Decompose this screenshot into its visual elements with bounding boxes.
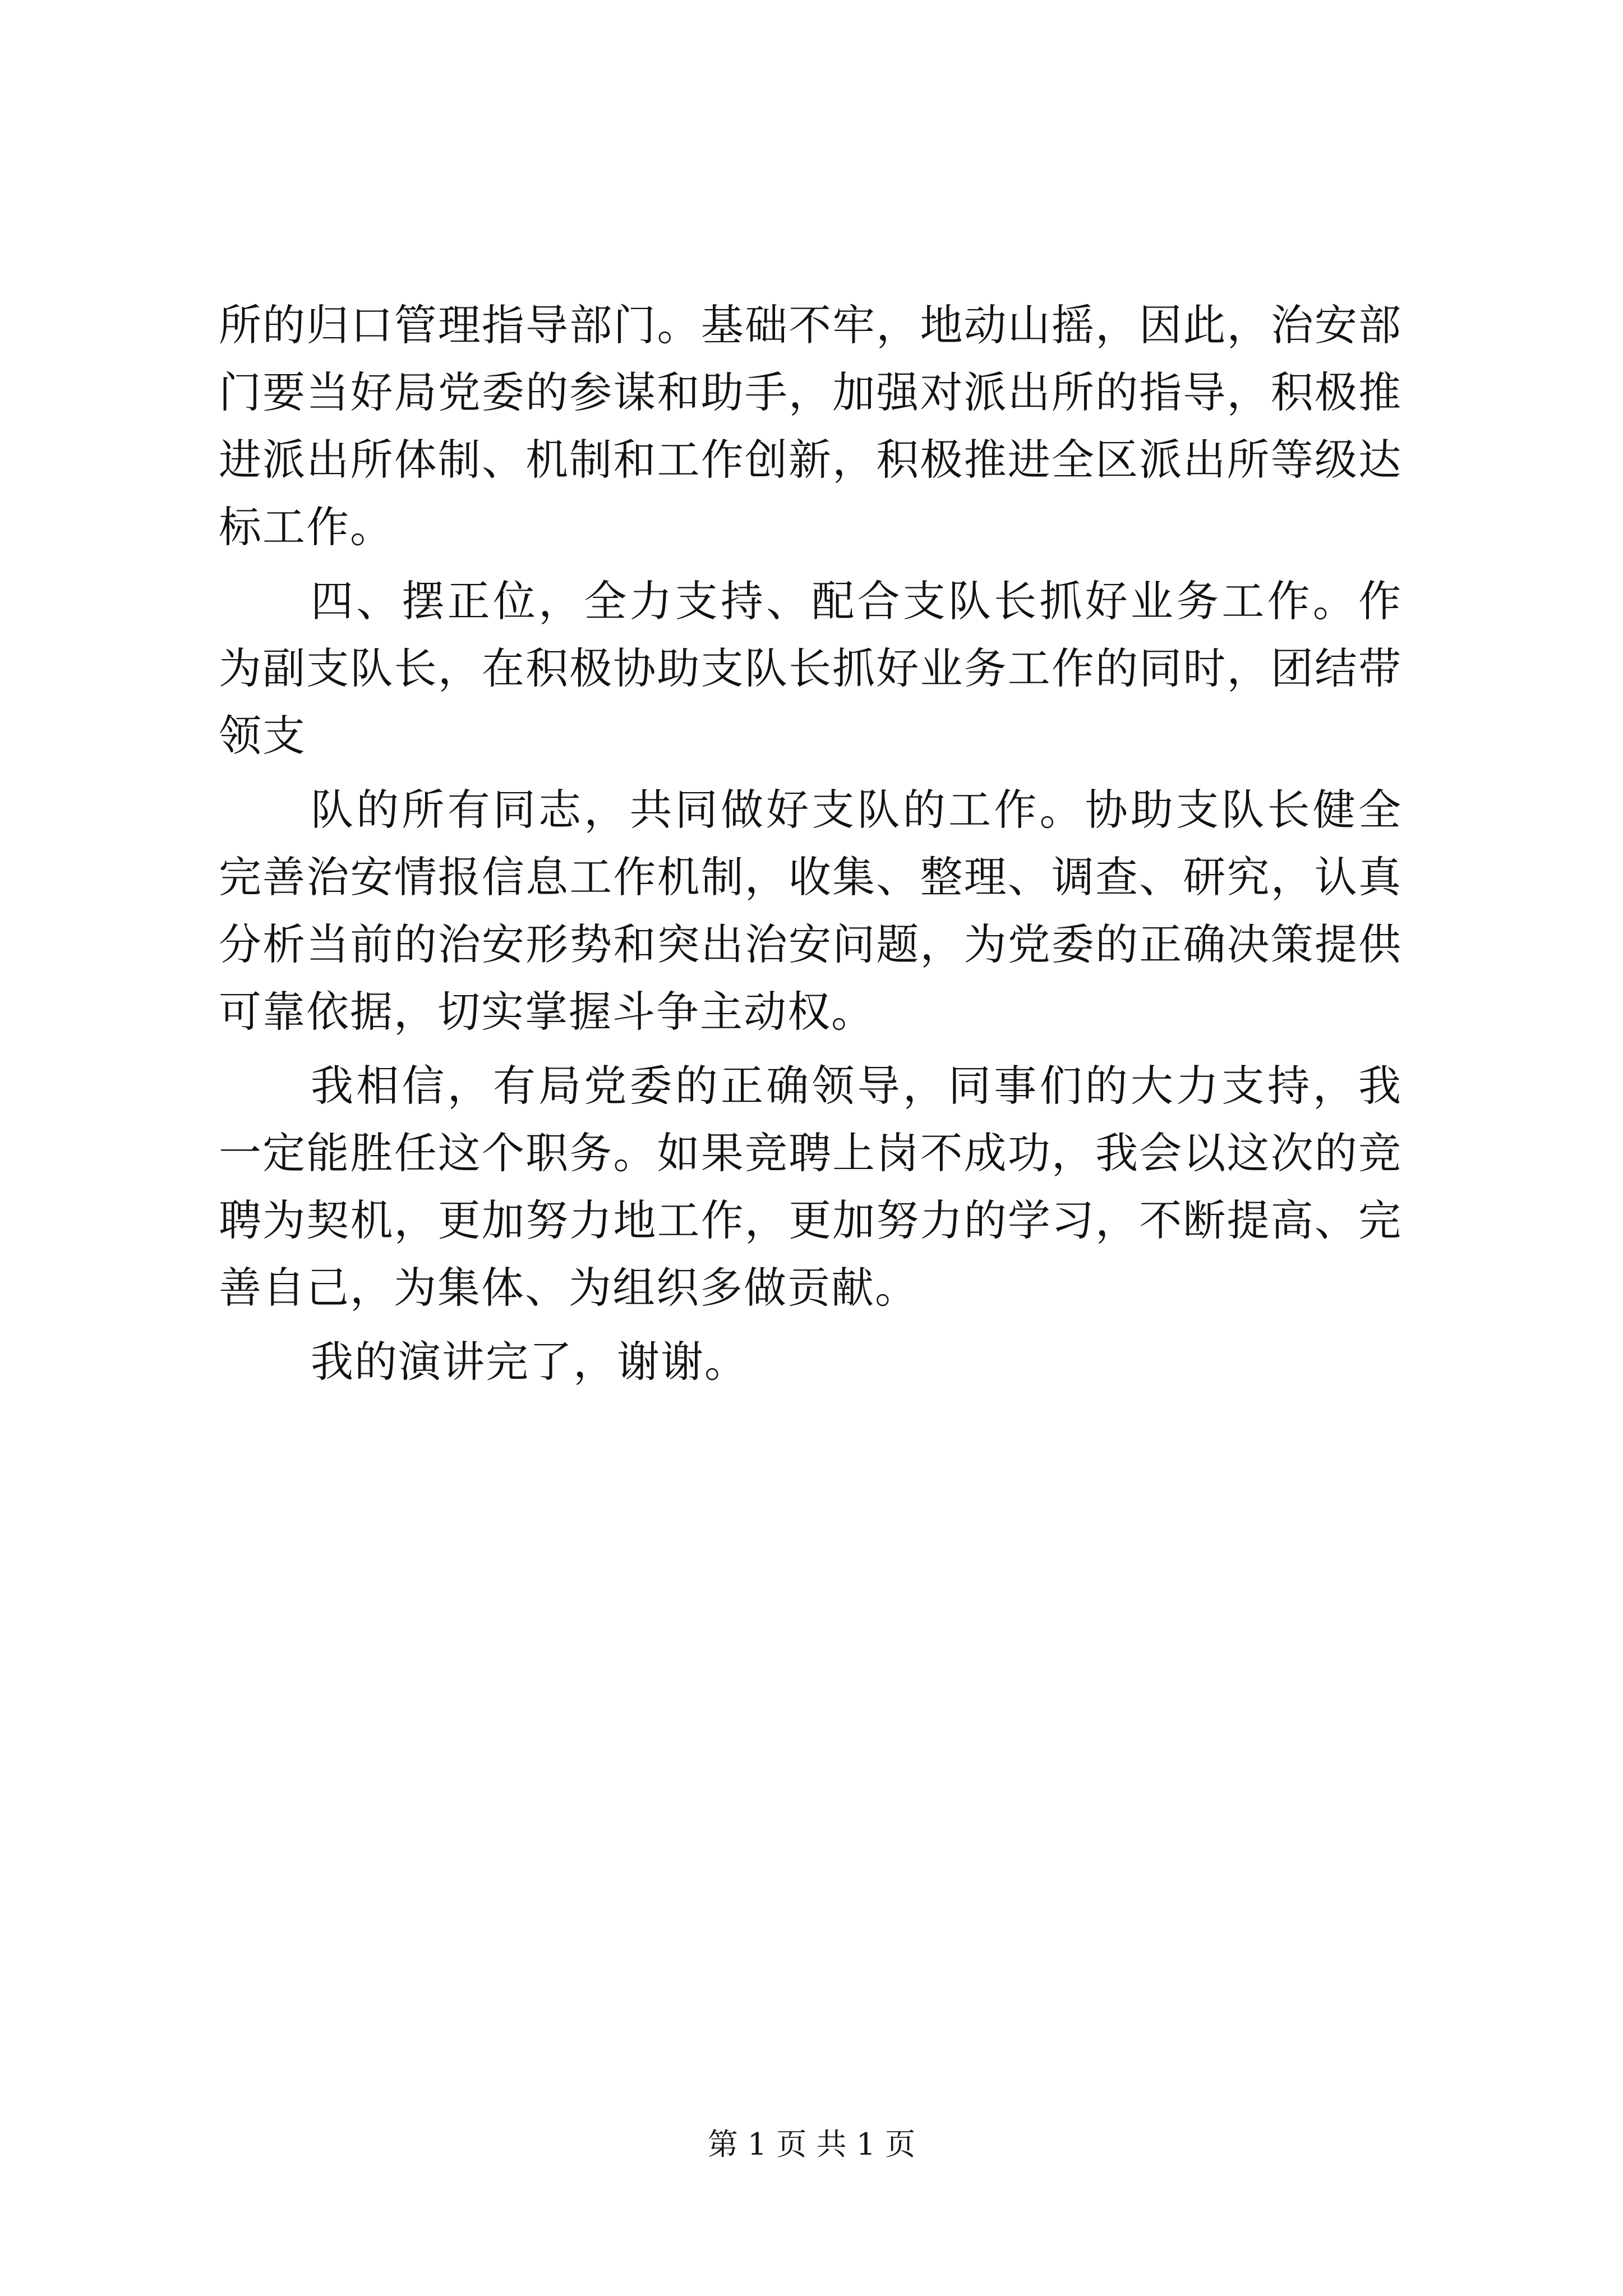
page-number-footer: 第 1 页 共 1 页	[707, 2127, 916, 2162]
paragraph-section-four: 四、摆正位，全力支持、配合支队长抓好业务工作。作为副支队长，在积极协助支队长抓好业务工作的同时，团结带领支	[219, 576, 1402, 761]
paragraph-team-work: 队的所有同志，共同做好支队的工作。协助支队长健全完善治安情报信息工作机制，收集、整理、调查、研究，认真分析当前的治安形势和突出治安问题，为党委的正确决策提供可靠依据，切实掌握斗争主动权。	[219, 785, 1402, 1037]
paragraph-continuation: 所的归口管理指导部门。基础不牢，地动山摇，因此，治安部门要当好局党委的参谋和助手，加强对派出所的指导，积极推进派出所体制、机制和工作创新，积极推进全区派出所等级达标工作。	[219, 300, 1402, 552]
paragraph-confidence: 我相信，有局党委的正确领导，同事们的大力支持，我一定能胜任这个职务。如果竞聘上岗不成功，我会以这次的竞聘为契机，更加努力地工作，更加努力的学习，不断提高、完善自己，为集体、为组织多做贡献。	[219, 1061, 1402, 1313]
document-body	[219, 292, 1402, 1402]
paragraph-closing: 我的演讲完了，谢谢。	[311, 1337, 748, 1387]
